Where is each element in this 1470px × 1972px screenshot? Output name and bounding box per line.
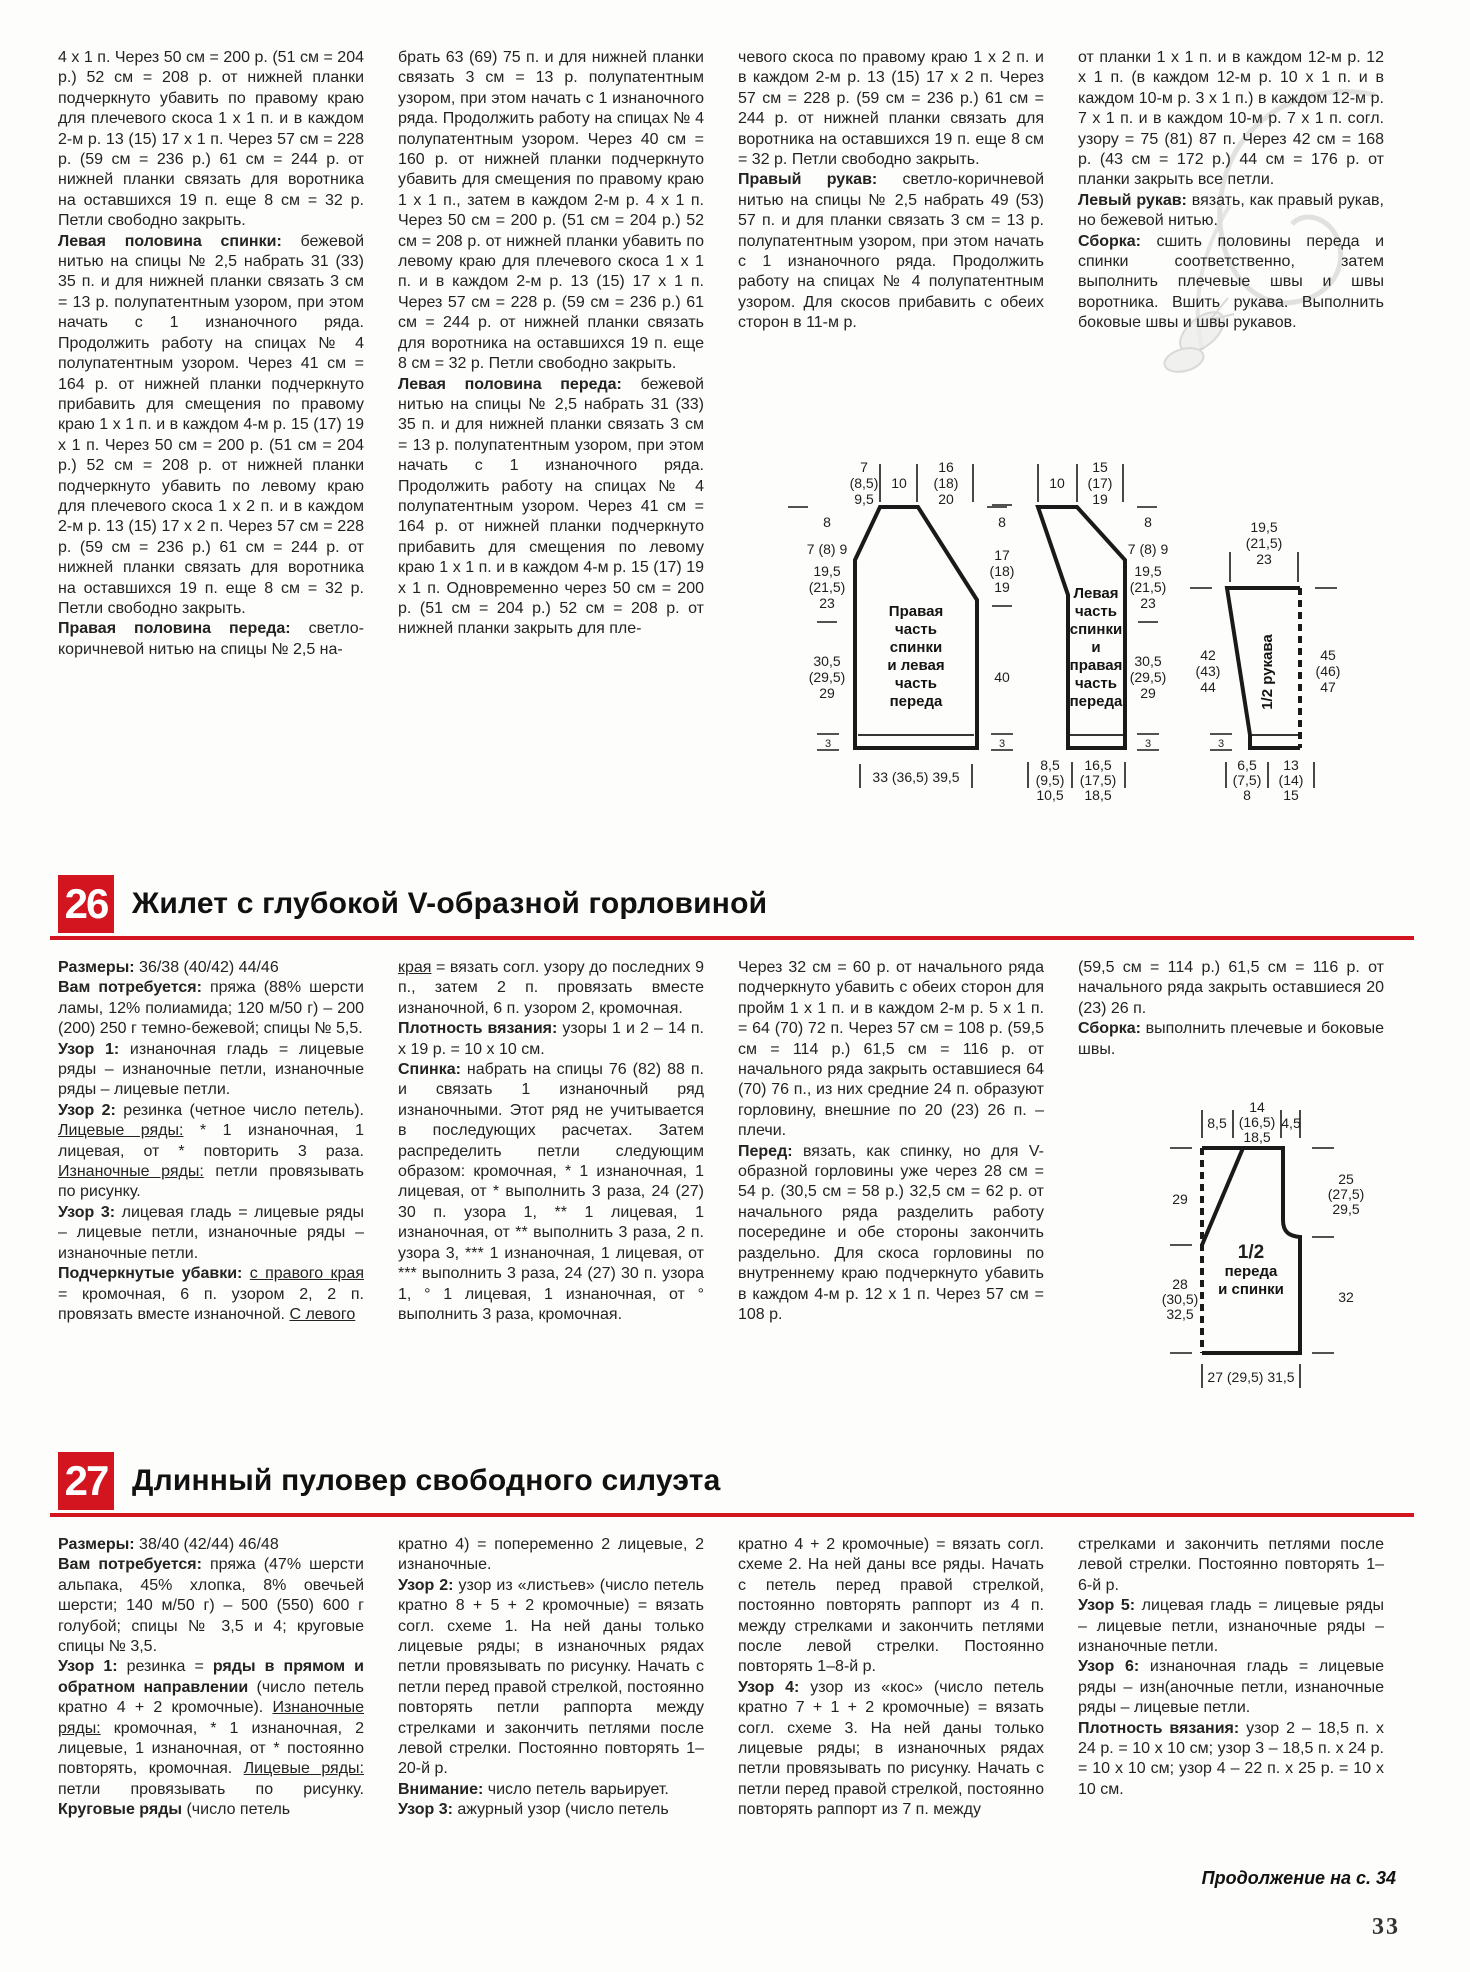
svg-text:3: 3	[1217, 738, 1225, 750]
paragraph: края = вязать согл. узору до последних 9 п., затем 2 п. провязать вместе изнаночной, 6 п. узором 2, кромочная.	[398, 959, 704, 1017]
svg-text:переда: переда	[1069, 693, 1123, 710]
svg-text:переда: переда	[889, 693, 943, 710]
svg-text:1/2: 1/2	[1237, 1242, 1265, 1263]
svg-text:16,5: 16,5	[1084, 757, 1112, 773]
svg-text:10: 10	[891, 475, 907, 491]
svg-text:(21,5): (21,5)	[808, 579, 846, 595]
svg-text:Правая: Правая	[888, 603, 944, 620]
svg-text:3: 3	[1144, 738, 1152, 750]
svg-text:25: 25	[1338, 1171, 1354, 1187]
svg-text:3: 3	[998, 738, 1006, 750]
paragraph: кратно 4 + 2 кромочные) = вязать согл. схеме 2. На ней даны все ряды. Начать с петель перед правой стрелкой, постоянно повторять раппорт из 4 п. между стрелками и закончить петлями после левой стрелки. Постоянно повторять 1–8-й р.	[738, 1536, 1044, 1676]
section-number-badge: 26	[58, 875, 114, 933]
paragraph: Внимание: число петель варьирует.	[398, 1780, 669, 1798]
svg-text:(18): (18)	[989, 563, 1015, 579]
s27-text-column-4	[1078, 1535, 1384, 1800]
svg-text:часть: часть	[1075, 675, 1117, 692]
paragraph: Узор 3: лицевая гладь = лицевые ряды – лицевые петли, изнаночные ряды – изнаночные петли.	[58, 1203, 364, 1262]
svg-text:7: 7	[860, 459, 868, 475]
paragraph: Узор 2: узор из «листьев» (число петель кратно 8 + 5 + 2 кромочные) = вязать согл. схеме 1. На ней даны только лицевые ряды; в изнаночных рядах петли провязывать по рисунку. Начать с петли перед правой стрелкой, постоянно повторять петли раппорта между стрелками и закончить петлями после левой стрелки. Постоянно повторять 1–20-й р.	[398, 1576, 704, 1778]
svg-text:(17): (17)	[1087, 475, 1113, 491]
svg-text:19: 19	[1092, 491, 1108, 507]
svg-text:Левая: Левая	[1073, 585, 1119, 602]
svg-text:7 (8) 9: 7 (8) 9	[1127, 541, 1169, 557]
paragraph: Размеры: 36/38 (40/42) 44/46	[58, 959, 279, 976]
svg-text:(21,5): (21,5)	[1245, 535, 1283, 551]
schematic-vest-piece	[1140, 1070, 1430, 1400]
paragraph: Узор 5: лицевая гладь = лицевые ряды – лицевые петли, изнаночные ряды – изнаночные петли.	[1078, 1597, 1384, 1656]
svg-text:(43): (43)	[1195, 663, 1221, 679]
svg-text:32,5: 32,5	[1166, 1306, 1194, 1322]
svg-text:6,5: 6,5	[1237, 757, 1257, 773]
paragraph: Сборка: выполнить плечевые и боковые швы.	[1078, 1020, 1384, 1058]
svg-text:7 (8) 9: 7 (8) 9	[806, 541, 848, 557]
section-27-header	[58, 1452, 721, 1510]
paragraph: Сборка: сшить половины переда и спинки соответственно, затем выполнить плечевые швы и швы воротника. Вшить рукава. Выполнить боковые швы и швы рукавов.	[1078, 232, 1384, 332]
paragraph: Узор 2: резинка (четное число петель). Лицевые ряды: * 1 изнаночная, 1 лицевая, от * повторить 3 раза. Изнаночные ряды: петли провязывать по рисунку.	[58, 1101, 365, 1201]
schematic-pattern-pieces	[780, 360, 1380, 820]
svg-text:(17,5): (17,5)	[1079, 772, 1117, 788]
svg-text:8,5: 8,5	[1040, 757, 1060, 773]
svg-text:(21,5): (21,5)	[1129, 579, 1167, 595]
paragraph: Вам потребуется: пряжа (88% шерсти ламы, 12% полиамида; 120 м/50 г) – 200 (200) 250 г темно-бежевой; спицы № 5,5.	[58, 979, 364, 1038]
paragraph: Правая половина переда: светло-коричневой нитью на спицы № 2,5 на-	[58, 620, 364, 658]
svg-text:30,5: 30,5	[1134, 653, 1162, 669]
paragraph: Подчеркнутые убавки: с правого края = кромочная, 6 п. узором 2, 2 п. провязать вместе изнаночной. С левого	[58, 1265, 364, 1323]
svg-text:15: 15	[1092, 459, 1108, 475]
svg-text:28: 28	[1172, 1276, 1188, 1292]
section-26-header	[58, 875, 767, 933]
svg-text:29: 29	[819, 685, 835, 701]
svg-text:29: 29	[1140, 685, 1156, 701]
svg-text:29: 29	[1172, 1191, 1188, 1207]
section-divider-rule	[50, 936, 1414, 940]
paragraph: 4 х 1 п. Через 50 см = 200 р. (51 см = 204 р.) 52 см = 208 р. от нижней планки подчеркнуто убавить по правому краю для плечевого скоса 1 х 1 п. и в каждом 2-м р. 13 (15) 17 х 1 п. Через 57 см = 228 р. (59 см = 236 р.) 61 см = 244 р. от нижней планки связать для воротника на оставшихся 19 п. еще 8 см = 32 р. Петли свободно закрыть.	[58, 49, 364, 230]
top-text-column-2	[398, 48, 704, 640]
section-divider-rule	[50, 1513, 1414, 1517]
paragraph: от планки 1 х 1 п. и в каждом 12-м р. 12 х 1 п. (в каждом 12-м р. 10 х 1 п. и в каждом 10-м р. 3 х 1 п.) в каждом 12-м р. 7 х 1 п. и в каждом 10-м р. 7 х 1 п. согл. узору = 75 (81) 87 п. Через 42 см = 168 р. (43 см = 172 р.) 44 см = 176 р. от планки закрыть все петли.	[1078, 49, 1384, 189]
paragraph: (59,5 см = 114 р.) 61,5 см = 116 р. от начального ряда закрыть оставшиеся 20 (23) 26 п.	[1078, 959, 1384, 1017]
svg-text:47: 47	[1320, 679, 1336, 695]
svg-text:часть: часть	[895, 675, 937, 692]
svg-text:переда: переда	[1224, 1263, 1278, 1280]
svg-text:(46): (46)	[1315, 663, 1341, 679]
svg-text:10,5: 10,5	[1036, 787, 1064, 803]
svg-text:16: 16	[938, 459, 954, 475]
svg-text:44: 44	[1200, 679, 1216, 695]
svg-text:8: 8	[1144, 514, 1152, 530]
svg-text:часть: часть	[1075, 603, 1117, 620]
svg-text:23: 23	[819, 595, 835, 611]
paragraph: Перед: вязать, как спинку, но для V-образной горловины уже через 28 см = 54 р. (30,5 см = 58 р.) 32,5 см = 62 р. от начального ряда разделить работу посередине и обе стороны закончить раздельно. Для скоса горловины по внутреннему краю подчеркнуто убавить в каждом 4-м р. 12 х 1 п. Через 57 см = 108 р.	[738, 1142, 1044, 1323]
svg-text:3: 3	[824, 738, 832, 750]
svg-text:10: 10	[1049, 475, 1065, 491]
section-number-badge: 27	[58, 1452, 114, 1510]
paragraph: Размеры: 38/40 (42/44) 46/48	[58, 1536, 279, 1553]
svg-text:(8,5): (8,5)	[849, 475, 879, 491]
svg-text:(29,5): (29,5)	[1129, 669, 1167, 685]
svg-text:спинки: спинки	[1069, 621, 1123, 638]
svg-text:9,5: 9,5	[854, 491, 874, 507]
svg-text:19: 19	[994, 579, 1010, 595]
svg-text:18,5: 18,5	[1243, 1129, 1271, 1145]
svg-text:часть: часть	[895, 621, 937, 638]
svg-text:(7,5): (7,5)	[1232, 772, 1262, 788]
svg-text:30,5: 30,5	[813, 653, 841, 669]
svg-text:8: 8	[823, 514, 831, 530]
svg-text:23: 23	[1256, 551, 1272, 567]
svg-text:и левая: и левая	[887, 657, 945, 674]
svg-text:и спинки: и спинки	[1218, 1281, 1284, 1298]
s26-text-column-1	[58, 958, 364, 1325]
svg-text:(30,5): (30,5)	[1161, 1291, 1199, 1307]
svg-text:14: 14	[1249, 1099, 1265, 1115]
page-number: 33	[1372, 1914, 1400, 1940]
svg-text:40: 40	[994, 669, 1010, 685]
paragraph: Спинка: набрать на спицы 76 (82) 88 п. и связать 1 изнаночный ряд изнаночными. Этот ряд не учитывается в последующих расчетах. Затем распределить петли следующим образом: кромочная, * 1 изнаночная, 1 лицевая, от * выполнить 3 раза, 24 (27) 30 п. узора 1, ** 1 лицевая, 1 изнаночная, от ** выполнить 3 раза, 2 п. узора 3, *** 1 изнаночная, 1 лицевая, от *** выполнить 3 раза, 24 (27) 30 п. узора 1, ° 1 лицевая, 1 изнаночная, от ° выполнить 3 раза, кромочная.	[398, 1061, 704, 1323]
paragraph: стрелками и закончить петлями после левой стрелки. Постоянно повторять 1–6-й р.	[1078, 1536, 1384, 1594]
svg-text:17: 17	[994, 547, 1010, 563]
paragraph: Левая половина спинки: бежевой нитью на спицы № 2,5 набрать 31 (33) 35 п. и для нижней планки связать 3 см = 13 р. полупатентным узором, при этом начать с 1 изнаночного ряда. Продолжить работу на спицах № 4 полупатентным узором. Через 41 см = 164 р. от нижней планки подчеркнуто прибавить для смещения по правому краю 1 х 1 п. и в каждом 4-м р. 15 (17) 19 х 1 п. Через 50 см = 200 р. (51 см = 204 р.) 52 см = 208 р. от нижней планки подчеркнуто убавить по левому краю для плечевого скоса 1 х 2 п. и в каждом 2-м р. 13 (15) 17 х 2 п. Через 57 см = 228 р. (59 см = 236 р.) 61 см = 244 р. от нижней планки связать для воротника на оставшихся 19 п. еще 8 см = 32 р. Петли свободно закрыть.	[58, 232, 364, 617]
svg-text:23: 23	[1140, 595, 1156, 611]
paragraph: Через 32 см = 60 р. от начального ряда подчеркнуто убавить с обеих сторон для пройм 1 х 1 п. и в каждом 2-м р. 5 х 1 п. = 64 (70) 72 п. Через 57 см = 108 р. (59,5 см = 114 р.) 61,5 см = 116 р. от начального ряда закрыть оставшиеся 64 (70) 76 п., из них средние 24 п. образуют горловину, внешние по 20 (23) 26 п. – плечи.	[738, 959, 1044, 1140]
svg-text:19,5: 19,5	[1134, 563, 1162, 579]
paragraph: Узор 1: изнаночная гладь = лицевые ряды – изнаночные петли, изнаночные ряды – лицевые петли.	[58, 1040, 364, 1099]
svg-text:33 (36,5) 39,5: 33 (36,5) 39,5	[872, 769, 960, 785]
svg-text:8,5: 8,5	[1207, 1115, 1227, 1131]
svg-text:45: 45	[1320, 647, 1336, 663]
paragraph: Узор 3: ажурный узор (число петель	[398, 1801, 669, 1819]
top-text-column-3	[738, 48, 1044, 334]
paragraph: чевого скоса по правому краю 1 х 2 п. и в каждом 2-м р. 13 (15) 17 х 2 п. Через 57 см = 228 р. (59 см = 236 р.) 61 см = 244 р. от нижней планки связать для воротника на оставшихся 19 п. еще 8 см = 32 р. Петли свободно закрыть.	[738, 49, 1044, 169]
svg-text:8: 8	[998, 514, 1006, 530]
svg-text:(18): (18)	[933, 475, 959, 491]
svg-text:1/2 рукава: 1/2 рукава	[1259, 634, 1276, 710]
svg-text:и: и	[1091, 639, 1101, 656]
s26-text-column-2	[398, 958, 704, 1325]
svg-text:42: 42	[1200, 647, 1216, 663]
s27-text-column-3	[738, 1535, 1044, 1821]
paragraph: Правый рукав: светло-коричневой нитью на спицы № 2,5 набрать 49 (53) 57 п. и для планки связать 3 см = 13 р. полупатентным узором, при этом начать с 1 изнаночного ряда. Продолжить работу на спицах № 4 полупатентным узором. Для скосов прибавить с обеих сторон в 11-м р.	[738, 171, 1044, 332]
paragraph: брать 63 (69) 75 п. и для нижней планки связать 3 см = 13 р. полупатентным узором, при этом начать с 1 изнаночного ряда. Продолжить работу на спицах № 4 полупатентным узором. Через 40 см = 160 р. от нижней планки подчеркнуто убавить для смещения по правому краю 1 х 1 п., затем в каждом 2-м р. 4 х 1 п. Через 50 см = 200 р. (51 см = 204 р.) 52 см = 208 р. от нижней планки убавить по левому краю для плечевого скоса 1 х 1 п. и в каждом 2-м р. 13 (15) 17 х 1 п. Через 57 см = 228 р. (59 см = 236 р.) 61 см = 244 р. от нижней планки связать для воротника на оставшихся 19 п. еще 8 см = 32 р. Петли свободно закрыть.	[398, 49, 704, 373]
s27-text-column-1	[58, 1535, 364, 1821]
paragraph: Вам потребуется: пряжа (47% шерсти альпака, 45% хлопка, 8% овечьей шерсти; 140 м/50 г) – 500 (550) 600 г голубой; спицы № 3,5 и 4; круговые спицы № 3,5.	[58, 1556, 364, 1656]
s27-text-column-2	[398, 1535, 704, 1821]
svg-text:32: 32	[1338, 1289, 1354, 1305]
continuation-note: Продолжение на с. 34	[1201, 1868, 1396, 1888]
paragraph: кратно 4) = попеременно 2 лицевые, 2 изнаночные.	[398, 1536, 704, 1574]
paragraph: Узор 4: узор из «кос» (число петель кратно 7 + 1 + 2 кромочные) = вязать согл. схеме 3. На ней даны только лицевые ряды; в изнаночных рядах петли провязывать по рисунку. Начать с петли перед правой стрелкой, постоянно повторять раппорт из 7 п. между	[738, 1678, 1045, 1819]
paragraph: Узор 1: резинка = ряды в прямом и обратном направлении (число петель кратно 4 + 2 кромочные). Изнаночные ряды: кромочная, * 1 изнаночная, 2 лицевые, 1 изнаночная, от * постоянно повторять, кромочная. Лицевые ряды: петли провязывать по рисунку. Круговые ряды (число петель	[58, 1658, 364, 1819]
svg-text:4,5: 4,5	[1281, 1115, 1301, 1131]
s26-text-column-3	[738, 958, 1044, 1325]
svg-text:(29,5): (29,5)	[808, 669, 846, 685]
svg-text:29,5: 29,5	[1332, 1201, 1360, 1217]
section-title: Длинный пуловер свободного силуэта	[132, 1464, 721, 1497]
svg-text:правая: правая	[1069, 657, 1123, 674]
svg-text:20: 20	[938, 491, 954, 507]
svg-text:18,5: 18,5	[1084, 787, 1112, 803]
svg-text:(27,5): (27,5)	[1327, 1186, 1365, 1202]
paragraph: Плотность вязания: узор 2 – 18,5 п. х 24 р. = 10 х 10 см; узор 3 – 18,5 п. х 24 р. = 10 х 10 см; узор 4 – 22 п. х 25 р. = 10 х 10 см.	[1078, 1719, 1385, 1798]
paragraph: Левый рукав: вязать, как правый рукав, но бежевой нитью.	[1078, 191, 1384, 230]
svg-text:27 (29,5) 31,5: 27 (29,5) 31,5	[1207, 1369, 1295, 1385]
svg-text:(14): (14)	[1278, 772, 1304, 788]
svg-text:19,5: 19,5	[813, 563, 841, 579]
paragraph: Левая половина переда: бежевой нитью на спицы № 2,5 набрать 31 (33) 35 п. и для нижней планки связать 3 см = 13 р. полупатентным узором, при этом начать с 1 изнаночного ряда. Продолжить работу на спицах № 4 полупатентным узором. Через 41 см = 164 р. от нижней планки подчеркнуто прибавить для смещения по левому краю 1 х 1 п. и в каждом 4-м р. 15 (17) 19 х 1 п. Одновременно через 50 см = 200 р. (51 см = 204 р.) 52 см = 208 р. от нижней планки закрыть для пле-	[398, 375, 704, 638]
paragraph: Узор 6: изнаночная гладь = лицевые ряды – изн(аночные петли, изнаночные ряды – лицевые петли.	[1078, 1658, 1384, 1717]
top-text-column-1	[58, 48, 364, 660]
paragraph: Плотность вязания: узоры 1 и 2 – 14 п. х 19 р. = 10 х 10 см.	[398, 1020, 705, 1058]
svg-text:8: 8	[1243, 787, 1251, 803]
svg-text:19,5: 19,5	[1250, 519, 1278, 535]
svg-text:(9,5): (9,5)	[1035, 772, 1065, 788]
svg-text:(16,5): (16,5)	[1238, 1114, 1276, 1130]
svg-text:спинки: спинки	[889, 639, 943, 656]
section-title: Жилет с глубокой V-образной горловиной	[132, 887, 768, 920]
svg-text:13: 13	[1283, 757, 1299, 773]
svg-text:15: 15	[1283, 787, 1299, 803]
top-text-column-4	[1078, 48, 1384, 334]
s26-text-column-4	[1078, 958, 1384, 1060]
